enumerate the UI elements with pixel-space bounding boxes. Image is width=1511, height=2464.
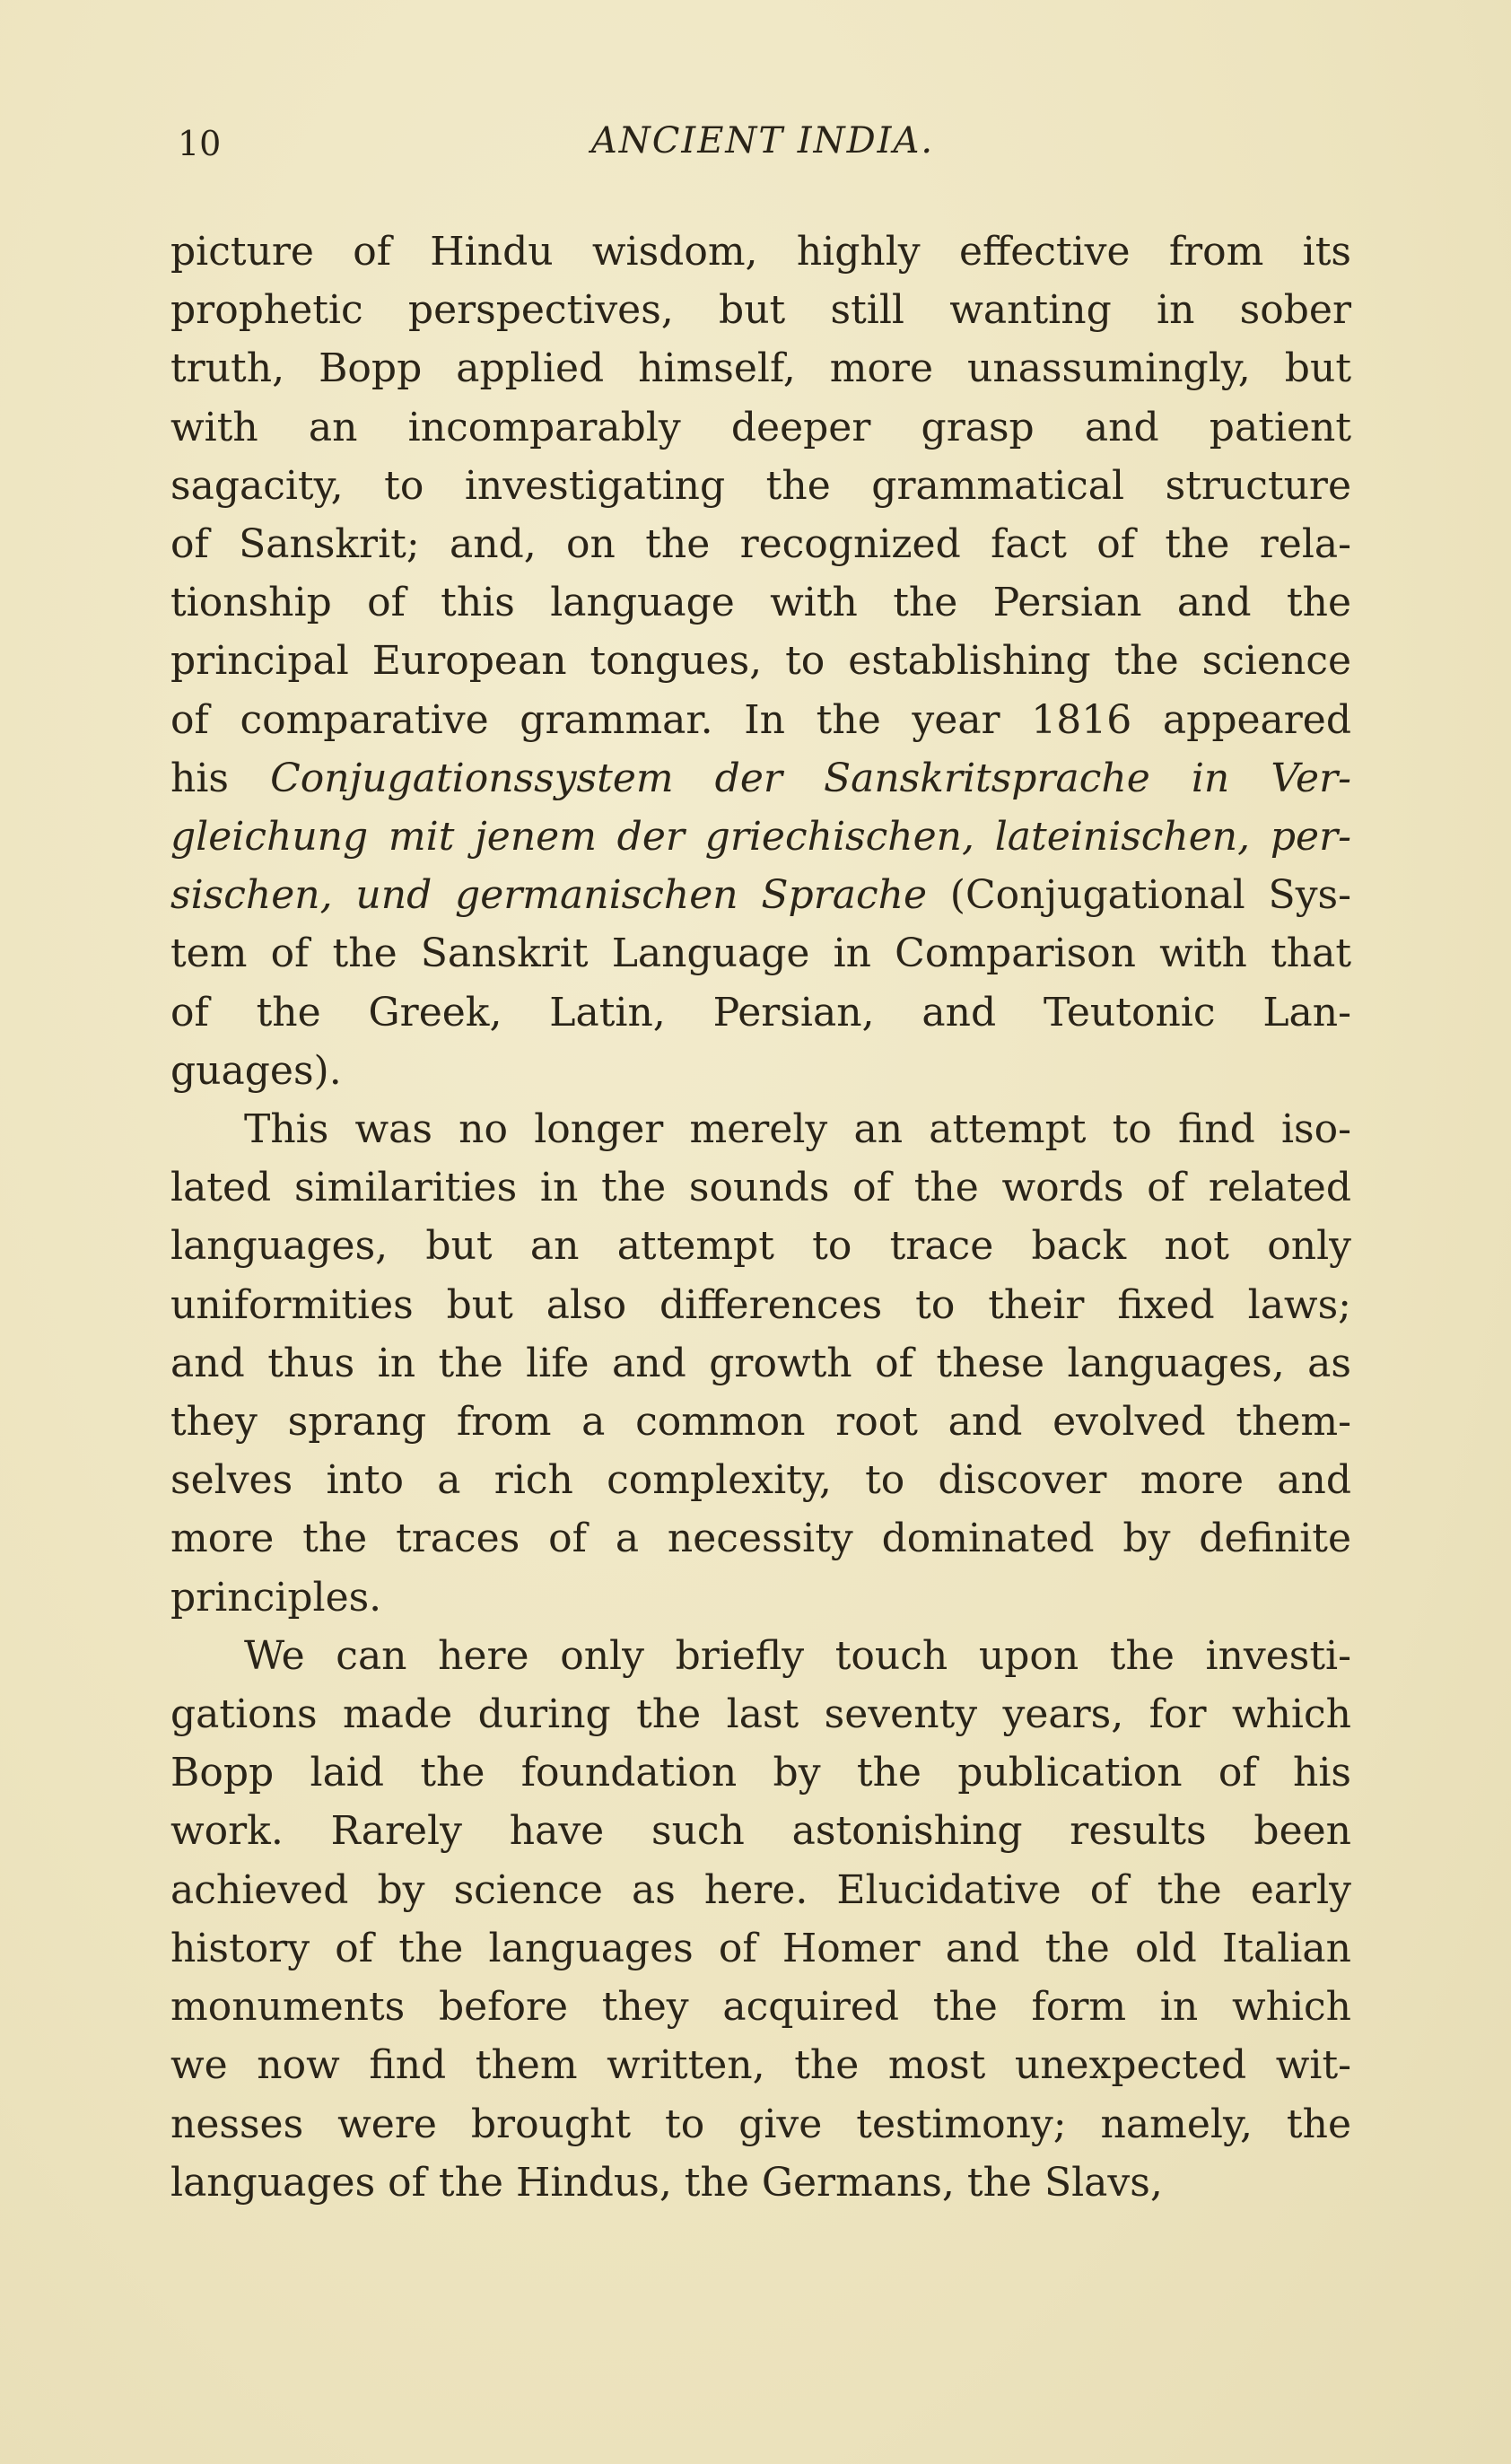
text-line — [170, 515, 1351, 573]
text-segment: This was no longer merely an attempt to find iso- — [244, 1106, 1351, 1153]
text-line — [170, 749, 1351, 808]
text-line — [170, 398, 1351, 457]
text-segment: with an incomparably deeper grasp and patient — [170, 404, 1351, 450]
paragraph — [170, 1100, 1351, 1627]
text-segment: of comparative grammar. In the year 1816 appeared — [170, 696, 1351, 743]
text-line — [170, 1217, 1351, 1275]
text-segment: Bopp laid the foundation by the publication of his — [170, 1750, 1351, 1796]
text-line — [170, 1861, 1351, 1919]
text-segment: achieved by science as here. Elucidative of the early — [170, 1866, 1351, 1913]
text-line — [170, 1627, 1351, 1685]
text-segment: nesses were brought to give testimony; namely, the — [170, 2101, 1351, 2147]
paragraph — [170, 223, 1351, 1100]
text-line — [170, 1802, 1351, 1860]
text-segment: (Conjugational Sys- — [927, 872, 1351, 919]
body-text — [170, 223, 1351, 2212]
italic-title-text: sischen, und germanischen Sprache — [170, 872, 927, 919]
text-segment: of the Greek, Latin, Persian, and Teutonic Lan- — [170, 989, 1351, 1035]
text-line — [170, 1743, 1351, 1802]
text-segment: history of the languages of Homer and the old Italian — [170, 1925, 1351, 1971]
text-segment: languages, but an attempt to trace back not only — [170, 1223, 1351, 1270]
text-segment: tionship of this language with the Persian and the — [170, 580, 1351, 626]
text-line — [170, 223, 1351, 281]
text-segment: principal European tongues, to establishing the science — [170, 638, 1351, 685]
text-segment: and thus in the life and growth of these languages, as — [170, 1340, 1351, 1386]
text-line — [170, 339, 1351, 398]
text-line — [170, 457, 1351, 515]
running-head: ANCIENT INDIA. — [590, 120, 935, 162]
text-line — [170, 1334, 1351, 1393]
text-segment: his — [170, 755, 271, 801]
text-line — [170, 1276, 1351, 1334]
page-header — [170, 117, 1355, 170]
text-line — [170, 691, 1351, 749]
text-segment: selves into a rich complexity, to discover more and — [170, 1457, 1351, 1504]
page-number: 10 — [178, 124, 222, 163]
text-segment: We can here only briefly touch upon the investi- — [244, 1632, 1351, 1679]
text-line — [170, 1393, 1351, 1451]
text-line — [170, 1100, 1351, 1158]
text-line — [170, 924, 1351, 983]
text-line — [170, 281, 1351, 339]
paragraph — [170, 1627, 1351, 2212]
text-line — [170, 983, 1351, 1042]
text-segment: more the traces of a necessity dominated by definite — [170, 1516, 1351, 1562]
text-segment: picture of Hindu wisdom, highly effective from its — [170, 229, 1351, 275]
text-line — [170, 632, 1351, 690]
text-segment: lated similarities in the sounds of the words of related — [170, 1165, 1351, 1211]
text-line — [170, 866, 1351, 924]
text-segment: truth, Bopp applied himself, more unassumingly, but — [170, 345, 1351, 392]
text-line — [170, 2036, 1351, 2094]
text-segment: they sprang from a common root and evolved them- — [170, 1399, 1351, 1446]
text-segment: guages). — [170, 1047, 342, 1094]
text-line — [170, 2154, 1351, 2212]
text-line — [170, 1568, 1351, 1627]
text-line — [170, 1978, 1351, 2036]
text-line — [170, 1685, 1351, 1743]
text-segment: tem of the Sanskrit Language in Comparison with that — [170, 931, 1351, 977]
text-segment: languages of the Hindus, the Germans, the Slavs, — [170, 2159, 1163, 2206]
text-segment: monuments before they acquired the form in which — [170, 1984, 1351, 2031]
text-segment: sagacity, to investigating the grammatical structure — [170, 462, 1351, 509]
text-line — [170, 1451, 1351, 1509]
text-line — [170, 2095, 1351, 2154]
italic-title-text: gleichung mit jenem der griechischen, lateinischen, per- — [170, 814, 1351, 861]
text-segment: prophetic perspectives, but still wanting in sober — [170, 287, 1351, 334]
text-segment: work. Rarely have such astonishing results been — [170, 1808, 1351, 1855]
text-segment: principles. — [170, 1574, 382, 1621]
text-segment: uniformities but also differences to their fixed laws; — [170, 1281, 1351, 1328]
text-line — [170, 573, 1351, 632]
text-line — [170, 1042, 1351, 1100]
text-segment: of Sanskrit; and, on the recognized fact of the rela- — [170, 521, 1351, 568]
text-line — [170, 1919, 1351, 1978]
text-line — [170, 808, 1351, 866]
text-segment: we now find them written, the most unexpected wit- — [170, 2042, 1351, 2089]
italic-title-text: Conjugationssystem der Sanskritsprache in Ver- — [270, 755, 1351, 801]
text-line — [170, 1509, 1351, 1568]
text-line — [170, 1158, 1351, 1217]
text-segment: gations made during the last seventy years, for which — [170, 1691, 1351, 1738]
